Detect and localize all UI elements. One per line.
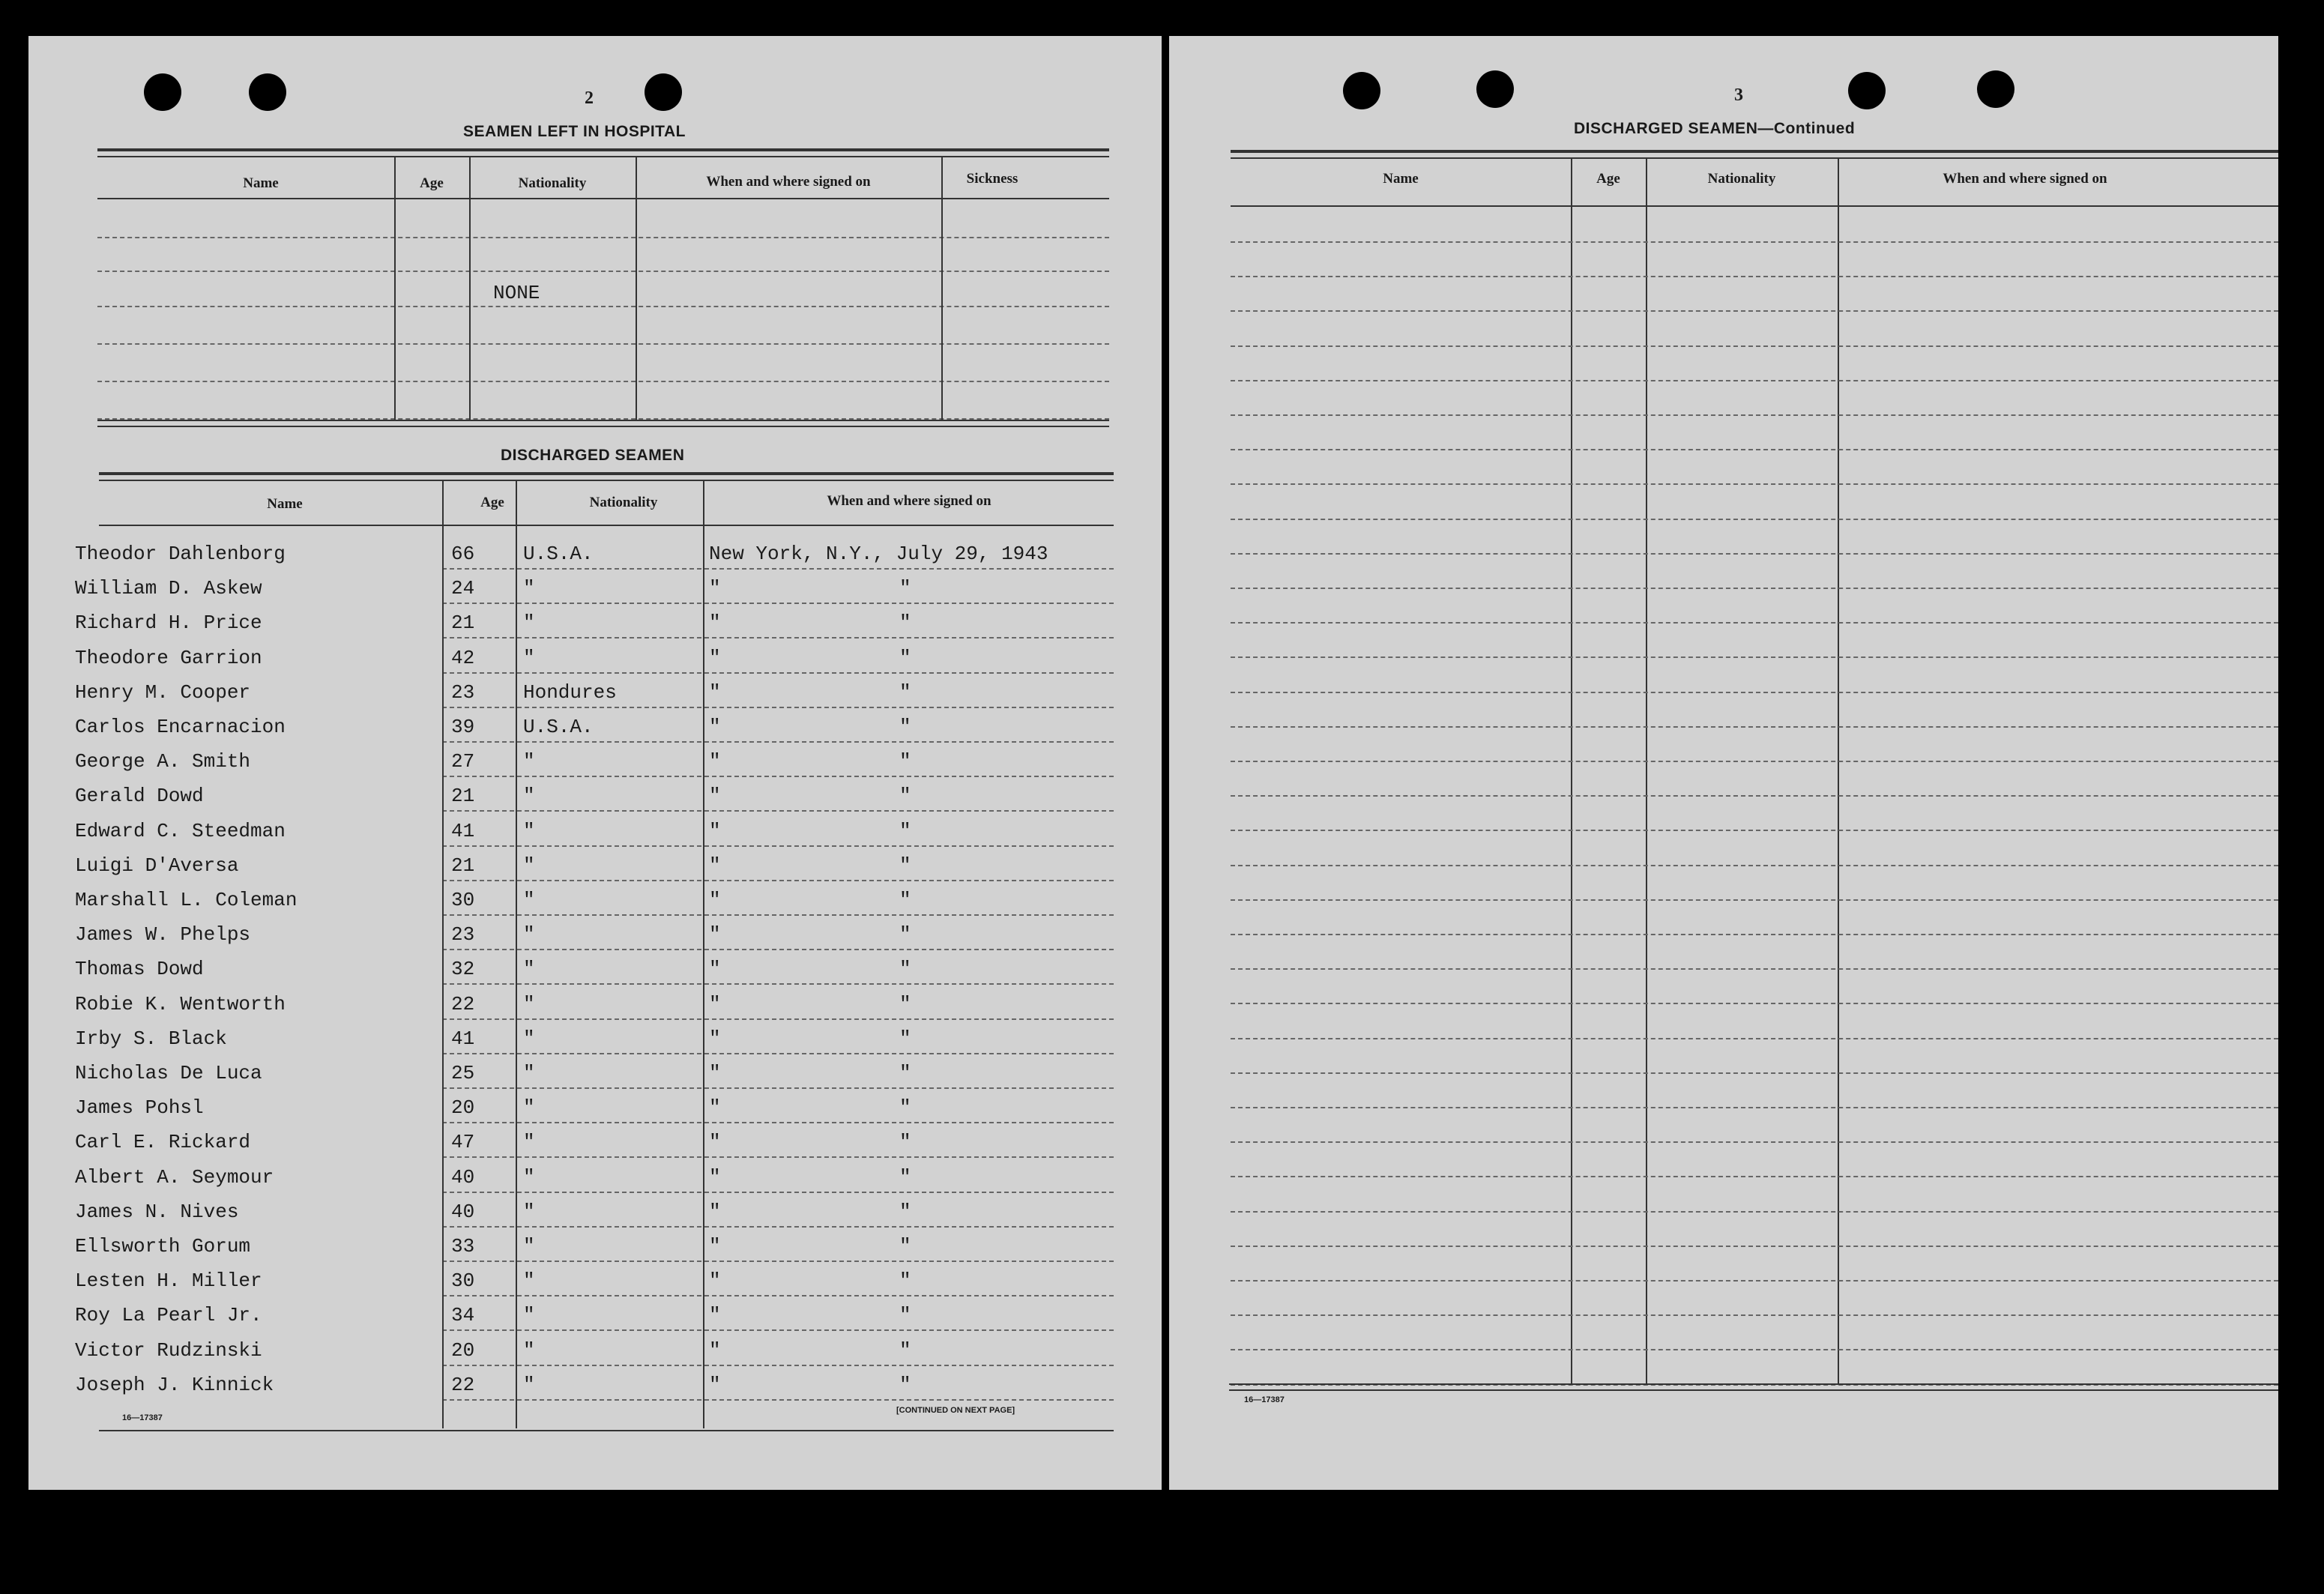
signed-on-place: "	[709, 854, 721, 877]
signed-on-place: "	[709, 750, 721, 773]
row-rule	[1231, 656, 2278, 658]
bottom-rule	[99, 1430, 1114, 1431]
row-rule	[1231, 1003, 2278, 1004]
punch-hole	[1343, 72, 1380, 109]
signed-on-date: "	[899, 1166, 911, 1189]
row-rule	[442, 1399, 1114, 1401]
row-rule	[97, 271, 1109, 272]
row-rule	[442, 707, 1114, 708]
signed-on-date: "	[899, 993, 911, 1015]
signed-on-place: "	[709, 1235, 721, 1258]
seaman-age: 30	[451, 889, 475, 911]
signed-on-date: "	[899, 577, 911, 600]
row-rule	[1231, 553, 2278, 555]
section-rule	[97, 148, 1109, 151]
signed-on-date: "	[899, 889, 911, 911]
row-rule	[1231, 1349, 2278, 1350]
signed-on-date: "	[899, 1235, 911, 1258]
seaman-age: 20	[451, 1096, 475, 1119]
seaman-nationality: Hondures	[523, 681, 617, 704]
row-rule	[442, 845, 1114, 847]
seaman-name: James W. Phelps	[75, 923, 251, 946]
section-rule	[99, 472, 1114, 475]
row-rule	[442, 1365, 1114, 1366]
row-rule	[442, 949, 1114, 950]
seaman-nationality: "	[523, 1339, 535, 1362]
seaman-age: 20	[451, 1339, 475, 1362]
seaman-name: Roy La Pearl Jr.	[75, 1304, 262, 1326]
row-rule	[442, 637, 1114, 638]
seaman-nationality: "	[523, 1235, 535, 1258]
form-number: 16—17387	[122, 1413, 163, 1422]
row-rule	[442, 1053, 1114, 1054]
signed-on-date: "	[899, 1027, 911, 1050]
row-rule	[1231, 865, 2278, 866]
seaman-age: 41	[451, 820, 475, 842]
row-rule	[442, 880, 1114, 881]
signed-on-place: "	[709, 923, 721, 946]
seaman-nationality: "	[523, 820, 535, 842]
signed-on-date: "	[899, 1374, 911, 1396]
row-rule	[442, 1087, 1114, 1089]
punch-hole	[1476, 70, 1514, 108]
seaman-name: Ellsworth Gorum	[75, 1235, 251, 1258]
column-divider	[442, 481, 444, 1428]
signed-on-place: "	[709, 1339, 721, 1362]
signed-on-date: "	[899, 958, 911, 980]
continued-section-title: DISCHARGED SEAMEN—Continued	[1574, 120, 1856, 137]
row-rule	[1231, 449, 2278, 450]
row-rule	[442, 603, 1114, 604]
right-page	[1169, 36, 2278, 1490]
section-rule	[1229, 1383, 2278, 1385]
seaman-name: William D. Askew	[75, 577, 262, 600]
row-rule	[1231, 241, 2278, 243]
row-rule	[442, 741, 1114, 743]
seaman-name: Edward C. Steedman	[75, 820, 286, 842]
seaman-name: Robie K. Wentworth	[75, 993, 286, 1015]
seaman-nationality: "	[523, 612, 535, 634]
seaman-name: Irby S. Black	[75, 1027, 227, 1050]
signed-on-date: "	[899, 647, 911, 669]
row-rule	[97, 343, 1109, 345]
row-rule	[442, 1192, 1114, 1193]
column-header-name: Name	[267, 496, 303, 512]
seaman-nationality: "	[523, 1096, 535, 1119]
row-rule	[1231, 899, 2278, 901]
row-rule	[1231, 414, 2278, 416]
seaman-nationality: "	[523, 889, 535, 911]
row-rule	[442, 1295, 1114, 1296]
hospital-section-title: SEAMEN LEFT IN HOSPITAL	[463, 123, 686, 140]
header-rule	[99, 525, 1114, 526]
signed-on-place: "	[709, 1270, 721, 1292]
signed-on-date: "	[899, 1096, 911, 1119]
signed-on-place: "	[709, 647, 721, 669]
row-rule	[442, 568, 1114, 570]
seaman-nationality: "	[523, 1270, 535, 1292]
signed-on-place: "	[709, 958, 721, 980]
row-rule	[442, 1156, 1114, 1158]
seaman-nationality: U.S.A.	[523, 543, 594, 565]
section-rule	[1229, 1389, 2278, 1391]
seaman-name: Thomas Dowd	[75, 958, 204, 980]
row-rule	[1231, 795, 2278, 797]
signed-on-date: "	[899, 1339, 911, 1362]
seaman-name: Carlos Encarnacion	[75, 716, 286, 738]
seaman-age: 24	[451, 577, 475, 600]
seaman-age: 32	[451, 958, 475, 980]
section-rule	[97, 156, 1109, 157]
seaman-nationality: "	[523, 1131, 535, 1153]
seaman-age: 42	[451, 647, 475, 669]
seaman-age: 21	[451, 612, 475, 634]
seaman-name: Henry M. Cooper	[75, 681, 251, 704]
seaman-name: Luigi D'Aversa	[75, 854, 239, 877]
row-rule	[1231, 968, 2278, 970]
seaman-age: 39	[451, 716, 475, 738]
signed-on-date: "	[899, 854, 911, 877]
row-rule	[1231, 1211, 2278, 1213]
seaman-name: Gerald Dowd	[75, 785, 204, 807]
seaman-age: 21	[451, 785, 475, 807]
punch-hole	[645, 73, 682, 111]
seaman-nationality: "	[523, 993, 535, 1015]
column-header-signed-on: When and where signed on	[1943, 171, 2107, 187]
signed-on-place: "	[709, 612, 721, 634]
row-rule	[442, 776, 1114, 777]
header-rule	[97, 198, 1109, 199]
row-rule	[1231, 1072, 2278, 1074]
header-rule	[1231, 205, 2278, 207]
seaman-name: James N. Nives	[75, 1201, 239, 1223]
row-rule	[1231, 1246, 2278, 1247]
row-rule	[1231, 622, 2278, 624]
seaman-age: 30	[451, 1270, 475, 1292]
row-rule	[1231, 726, 2278, 728]
form-number: 16—17387	[1244, 1395, 1285, 1404]
seaman-name: Lesten H. Miller	[75, 1270, 262, 1292]
row-rule	[97, 237, 1109, 238]
row-rule	[1231, 483, 2278, 485]
seaman-name: Victor Rudzinski	[75, 1339, 262, 1362]
column-divider	[941, 157, 943, 420]
row-rule	[1231, 1141, 2278, 1143]
column-header-nationality: Nationality	[1707, 171, 1776, 187]
row-rule	[442, 1122, 1114, 1123]
row-rule	[1231, 1314, 2278, 1316]
signed-on-place: "	[709, 1304, 721, 1326]
column-divider	[394, 157, 396, 420]
punch-hole	[1848, 72, 1886, 109]
row-rule	[1231, 934, 2278, 935]
signed-on-date: "	[899, 1062, 911, 1084]
row-rule	[1231, 345, 2278, 347]
discharged-section-title: DISCHARGED SEAMEN	[501, 447, 685, 464]
seaman-nationality: "	[523, 854, 535, 877]
column-header-age: Age	[1596, 171, 1620, 187]
signed-on-place: "	[709, 716, 721, 738]
seaman-name: Marshall L. Coleman	[75, 889, 298, 911]
signed-on-place: "	[709, 1027, 721, 1050]
seaman-name: James Pohsl	[75, 1096, 204, 1119]
seaman-nationality: "	[523, 1062, 535, 1084]
page-number: 2	[585, 88, 594, 108]
row-rule	[1231, 761, 2278, 762]
seaman-age: 25	[451, 1062, 475, 1084]
seaman-age: 40	[451, 1166, 475, 1189]
seaman-nationality: "	[523, 577, 535, 600]
seaman-age: 23	[451, 923, 475, 946]
seaman-age: 34	[451, 1304, 475, 1326]
row-rule	[1231, 380, 2278, 381]
punch-hole	[144, 73, 181, 111]
row-rule	[1231, 519, 2278, 520]
seaman-nationality: "	[523, 647, 535, 669]
column-header-signed-on: When and where signed on	[827, 493, 992, 509]
signed-on-date: "	[899, 820, 911, 842]
seaman-nationality: "	[523, 958, 535, 980]
column-header-name: Name	[1383, 171, 1419, 187]
row-rule	[1231, 276, 2278, 277]
section-rule	[97, 426, 1109, 427]
signed-on-date: "	[899, 1201, 911, 1223]
row-rule	[442, 810, 1114, 812]
signed-on-date: "	[899, 1304, 911, 1326]
signed-on-place: "	[709, 993, 721, 1015]
seaman-age: 21	[451, 854, 475, 877]
section-rule	[99, 480, 1114, 481]
row-rule	[1231, 588, 2278, 589]
row-rule	[1231, 1176, 2278, 1177]
seaman-age: 22	[451, 993, 475, 1015]
seaman-nationality: "	[523, 1027, 535, 1050]
row-rule	[1231, 1107, 2278, 1108]
row-rule	[442, 1226, 1114, 1228]
seaman-name: Carl E. Rickard	[75, 1131, 251, 1153]
column-divider	[1571, 159, 1572, 1383]
continued-note: [CONTINUED ON NEXT PAGE]	[896, 1406, 1015, 1415]
column-header-age: Age	[420, 175, 444, 191]
seaman-age: 23	[451, 681, 475, 704]
row-rule	[442, 914, 1114, 916]
punch-hole	[249, 73, 286, 111]
seaman-age: 27	[451, 750, 475, 773]
seaman-nationality: "	[523, 1374, 535, 1396]
signed-on-date: "	[899, 1131, 911, 1153]
column-header-name: Name	[243, 175, 279, 191]
row-rule	[1231, 692, 2278, 693]
column-divider	[703, 481, 704, 1428]
signed-on-date: "	[899, 612, 911, 634]
page-number: 3	[1734, 85, 1743, 105]
section-rule	[1231, 150, 2278, 153]
signed-on-date: "	[899, 716, 911, 738]
seaman-nationality: "	[523, 750, 535, 773]
signed-on-place: "	[709, 681, 721, 704]
signed-on-place: "	[709, 577, 721, 600]
column-header-signed-on: When and where signed on	[706, 174, 871, 190]
seaman-age: 66	[451, 543, 475, 565]
column-divider	[469, 157, 471, 420]
seaman-nationality: "	[523, 1166, 535, 1189]
seaman-name: Nicholas De Luca	[75, 1062, 262, 1084]
column-header-nationality: Nationality	[589, 495, 658, 510]
section-rule	[1231, 157, 2278, 159]
row-rule	[97, 381, 1109, 382]
seaman-age: 47	[451, 1131, 475, 1153]
hospital-entry: NONE	[493, 282, 540, 304]
seaman-age: 40	[451, 1201, 475, 1223]
seaman-nationality: U.S.A.	[523, 716, 594, 738]
left-page	[28, 36, 1162, 1490]
row-rule	[1231, 310, 2278, 312]
signed-on-place: "	[709, 889, 721, 911]
column-divider	[1838, 159, 1839, 1383]
column-header-age: Age	[480, 495, 504, 510]
signed-on-date: "	[899, 1270, 911, 1292]
row-rule	[1231, 1280, 2278, 1281]
row-rule	[442, 983, 1114, 985]
signed-on-date: "	[899, 750, 911, 773]
row-rule	[1231, 830, 2278, 831]
seaman-name: Theodor Dahlenborg	[75, 543, 286, 565]
seaman-name: George A. Smith	[75, 750, 251, 773]
column-divider	[1646, 159, 1647, 1383]
seaman-age: 41	[451, 1027, 475, 1050]
column-header-sickness: Sickness	[966, 171, 1018, 187]
signed-on-place: "	[709, 1166, 721, 1189]
signed-on-date: "	[899, 681, 911, 704]
seaman-age: 22	[451, 1374, 475, 1396]
row-rule	[442, 1261, 1114, 1262]
signed-on-place: New York, N.Y., July 29, 1943	[709, 543, 1048, 565]
seaman-nationality: "	[523, 1304, 535, 1326]
signed-on-place: "	[709, 1131, 721, 1153]
section-rule	[97, 420, 1109, 421]
seaman-nationality: "	[523, 923, 535, 946]
seaman-nationality: "	[523, 1201, 535, 1223]
signed-on-place: "	[709, 785, 721, 807]
seaman-name: Theodore Garrion	[75, 647, 262, 669]
column-header-nationality: Nationality	[518, 175, 587, 191]
signed-on-place: "	[709, 1201, 721, 1223]
punch-hole	[1977, 70, 2014, 108]
signed-on-place: "	[709, 820, 721, 842]
seaman-name: Richard H. Price	[75, 612, 262, 634]
row-rule	[1231, 1038, 2278, 1039]
row-rule	[442, 672, 1114, 674]
row-rule	[442, 1329, 1114, 1331]
row-rule	[442, 1018, 1114, 1020]
column-divider	[516, 481, 517, 1428]
row-rule	[97, 306, 1109, 307]
seaman-nationality: "	[523, 785, 535, 807]
seaman-age: 33	[451, 1235, 475, 1258]
signed-on-date: "	[899, 785, 911, 807]
signed-on-date: "	[899, 923, 911, 946]
seaman-name: Albert A. Seymour	[75, 1166, 274, 1189]
seaman-name: Joseph J. Kinnick	[75, 1374, 274, 1396]
signed-on-place: "	[709, 1062, 721, 1084]
column-divider	[636, 157, 637, 420]
signed-on-place: "	[709, 1374, 721, 1396]
signed-on-place: "	[709, 1096, 721, 1119]
